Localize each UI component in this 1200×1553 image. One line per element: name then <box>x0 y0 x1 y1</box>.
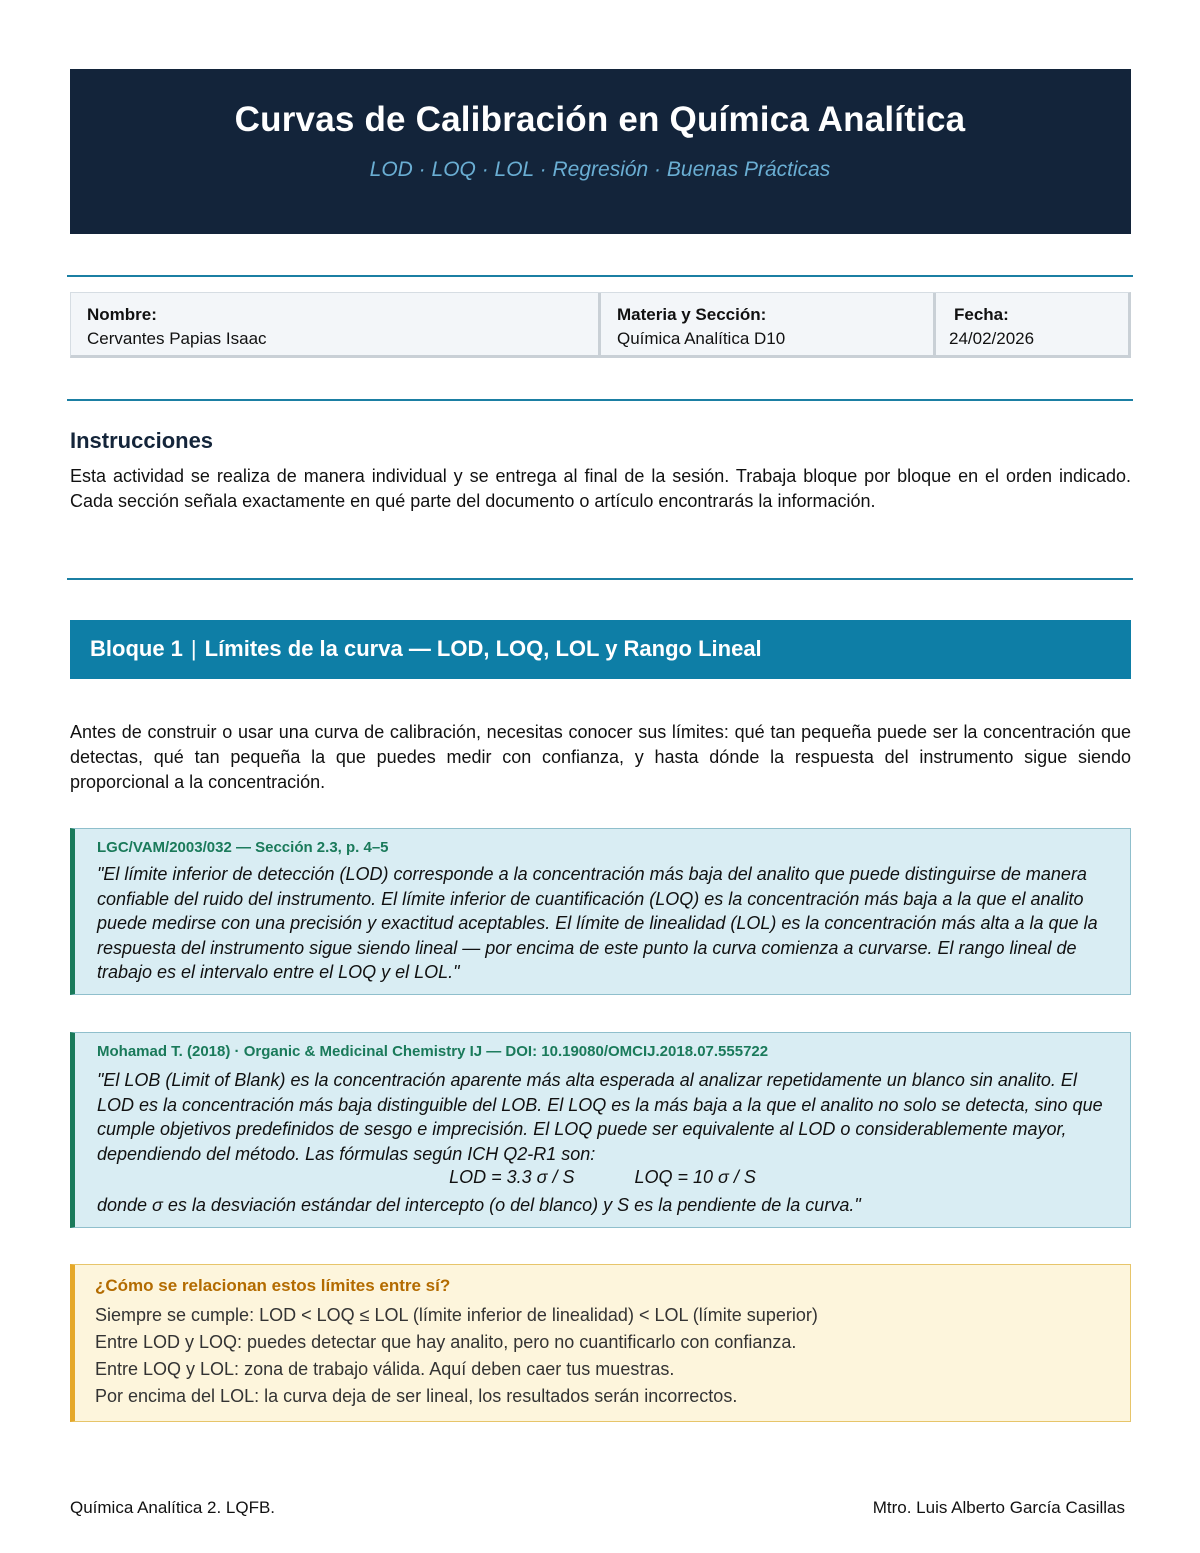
formula-line <box>75 1167 1130 1188</box>
page-title: Curvas de Calibración en Química Analítica <box>234 100 966 139</box>
note-item: Entre LOD y LOQ: puedes detectar que hay analito, pero no cuantificarlo con confianza. <box>95 1332 797 1352</box>
title-banner <box>70 69 1131 234</box>
formula-lod: LOD = 3.3 σ / S <box>449 1167 575 1187</box>
name-value: Cervantes Papias Isaac <box>87 329 267 348</box>
relation-note-box <box>70 1264 1131 1422</box>
quote-box-lgc <box>70 828 1131 995</box>
note-item: Entre LOQ y LOL: zona de trabajo válida. Aquí deben caer tus muestras. <box>95 1359 675 1379</box>
block-1-intro: Antes de construir o usar una curva de calibración, necesitas conocer sus límites: qué tan pequeña puede ser la concentración que detectas, qué tan pequeña la que puedes medir con confianza, y hasta dónde la respuesta del instrumento sigue siendo proporcional a la concentración. <box>70 722 1131 792</box>
block-1-title: Límites de la curva — LOD, LOQ, LOL y Rango Lineal <box>204 636 762 661</box>
date-label: Fecha: <box>954 305 1009 324</box>
instructions-text: Esta actividad se realiza de manera individual y se entrega al final de la sesión. Trabaja bloque por bloque en el orden indicado. Cada sección señala exactamente en qué parte del documento o artículo encontrarás la información. <box>70 466 1131 511</box>
quote-text-end: donde σ es la desviación estándar del intercepto (o del blanco) y S es la pendiente de la curva." <box>97 1195 861 1215</box>
note-item: Por encima del LOL: la curva deja de ser lineal, los resultados serán incorrectos. <box>95 1386 738 1406</box>
subject-label: Materia y Sección: <box>617 305 767 324</box>
footer-course: Química Analítica 2. LQFB. <box>70 1498 276 1517</box>
subject-value: Química Analítica D10 <box>617 329 786 348</box>
quote-source: Mohamad T. (2018) · Organic & Medicinal Chemistry IJ — DOI: 10.19080/OMCIJ.2018.07.555722 <box>97 1043 769 1060</box>
divider <box>67 275 1133 277</box>
instructions-heading: Instrucciones <box>70 428 214 453</box>
student-info-table <box>70 292 1131 358</box>
name-label: Nombre: <box>87 305 157 324</box>
divider <box>67 578 1133 580</box>
page-subtitle: LOD · LOQ · LOL · Regresión · Buenas Prácticas <box>369 158 831 181</box>
note-item: Siempre se cumple: LOD < LOQ ≤ LOL (límite inferior de linealidad) < LOL (límite superior) <box>95 1305 818 1325</box>
quote-text: "El LOB (Limit of Blank) es la concentración aparente más alta esperada al analizar repetidamente un blanco sin analito. El LOD es la concentración más baja distinguible del LOB. El LOQ es la más baja a la que el analito no solo se detecta, sino que cumple objetivos predefinidos de sesgo e imprecisión. El LOQ puede ser equivalente al LOD o considerablemente mayor, dependiendo del método. Las fórmulas según ICH Q2-R1 son: <box>97 1070 1103 1164</box>
block-1-header <box>70 620 1131 679</box>
quote-source: LGC/VAM/2003/032 — Sección 2.3, p. 4–5 <box>97 839 389 856</box>
note-title: ¿Cómo se relacionan estos límites entre sí? <box>95 1276 451 1295</box>
block-1-label: Bloque 1 <box>90 636 183 661</box>
subject-cell <box>601 293 936 356</box>
quote-text: "El límite inferior de detección (LOD) corresponde a la concentración más baja del analito que puede distinguirse de manera confiable del ruido del instrumento. El límite inferior de cuantificación (LOQ) es la concentración más baja a la que el analito puede medirse con una precisión y exactitud aceptables. El límite de linealidad (LOL) es la concentración más alta a la que la respuesta del instrumento sigue siendo lineal — por encima de este punto la curva comienza a curvarse. El rango lineal de trabajo es el intervalo entre el LOQ y el LOL." <box>97 864 1098 982</box>
formula-loq: LOQ = 10 σ / S <box>634 1167 756 1187</box>
date-cell <box>936 293 1126 356</box>
name-cell <box>71 293 601 356</box>
quote-box-mohamad <box>70 1032 1131 1228</box>
block-separator: | <box>190 636 197 661</box>
divider <box>67 399 1133 401</box>
date-value: 24/02/2026 <box>949 329 1035 348</box>
footer-teacher: Mtro. Luis Alberto García Casillas <box>872 1498 1125 1517</box>
